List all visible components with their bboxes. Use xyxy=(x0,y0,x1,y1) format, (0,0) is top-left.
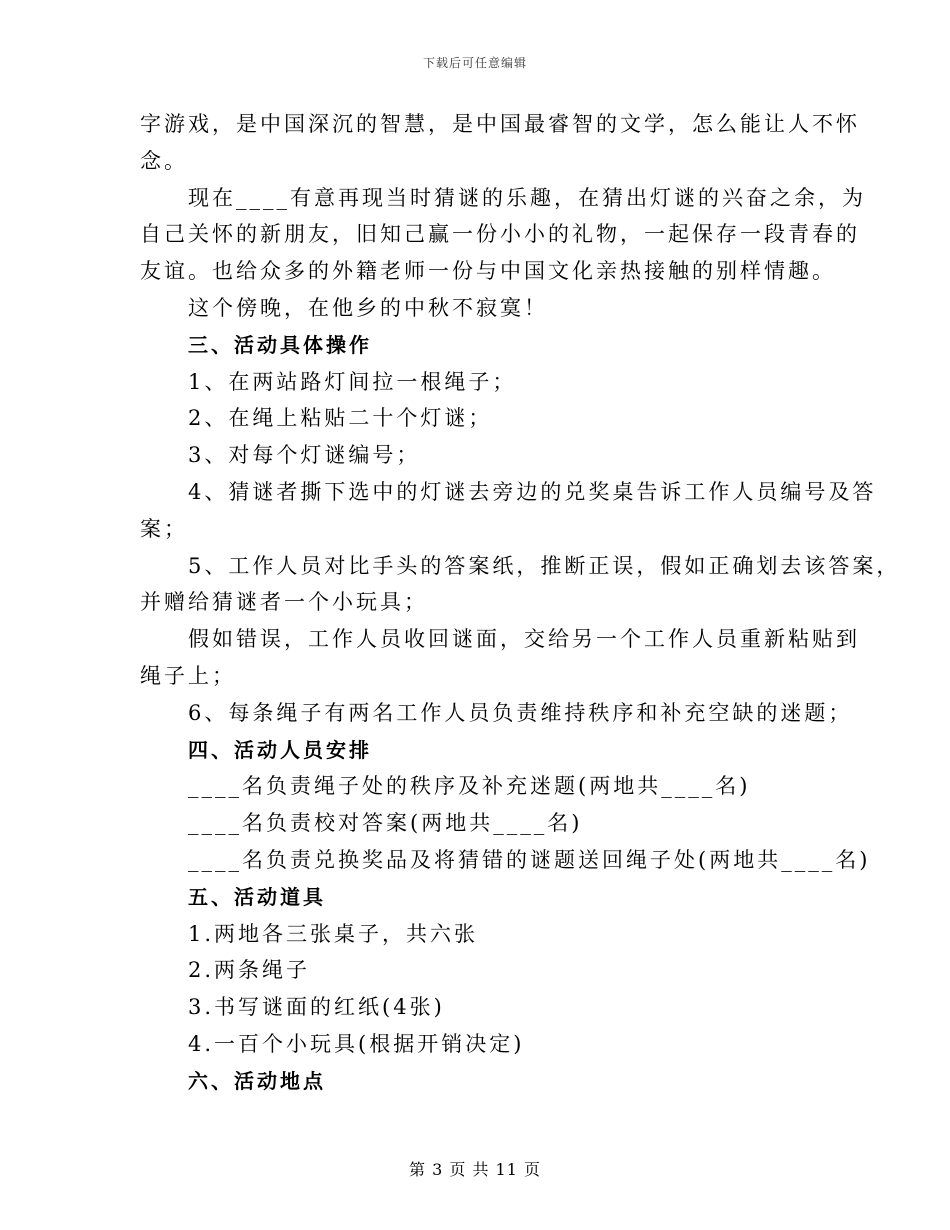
paragraph-line: 1.两地各三张桌子，共六张 xyxy=(188,921,479,946)
paragraph-line: 3、对每个灯谜编号； xyxy=(188,443,421,468)
paragraph-line: 这个傍晚，在他乡的中秋不寂寞！ xyxy=(188,295,548,320)
paragraph-line: ____名负责绳子处的秩序及补充迷题(两地共____名) xyxy=(188,774,751,799)
paragraph-line: 6、每条绳子有两名工作人员负责维持秩序和补充空缺的迷题； xyxy=(188,700,853,725)
document-body xyxy=(140,106,901,1100)
paragraph-line: 假如错误，工作人员收回谜面，交给另一个工作人员重新粘贴到 xyxy=(188,627,860,652)
paragraph-line: 2.两条绳子 xyxy=(188,958,311,983)
section-heading: 五、活动道具 xyxy=(188,884,326,909)
paragraph-line: 2、在绳上粘贴二十个灯谜； xyxy=(188,406,493,431)
paragraph-line: 念。 xyxy=(140,148,188,173)
section-heading: 四、活动人员安排 xyxy=(188,737,372,762)
paragraph-line: 自己关怀的新朋友，旧知己赢一份小小的礼物，一起保存一段青春的 xyxy=(140,222,860,247)
paragraph-line: 友谊。也给众多的外籍老师一份与中国文化亲热接触的别样情趣。 xyxy=(140,259,836,284)
paragraph-line: ____名负责兑换奖品及将猜错的谜题送回绳子处(两地共____名) xyxy=(188,847,871,872)
page-header-note: 下载后可任意编辑 xyxy=(422,56,527,70)
paragraph-line: 案； xyxy=(140,516,188,541)
paragraph-line: 字游戏，是中国深沉的智慧，是中国最睿智的文学，怎么能让人不怀 xyxy=(140,112,860,136)
paragraph-line: 现在____有意再现当时猜谜的乐趣，在猜出灯谜的兴奋之余，为 xyxy=(188,185,866,210)
paragraph-line: 并赠给猜谜者一个小玩具； xyxy=(140,590,428,615)
paragraph-line: 5、工作人员对比手头的答案纸，推断正误，假如正确划去该答案， xyxy=(188,553,901,578)
paragraph-line: 绳子上； xyxy=(140,663,236,688)
paragraph-line: 3.书写谜面的红纸(4张) xyxy=(188,995,445,1020)
section-heading: 六、活动地点 xyxy=(188,1068,326,1093)
section-heading: 三、活动具体操作 xyxy=(188,332,372,357)
paragraph-line: 4、猜谜者撕下选中的灯谜去旁边的兑奖桌告诉工作人员编号及答 xyxy=(188,479,877,504)
paragraph-line: 1、在两站路灯间拉一根绳子； xyxy=(188,369,517,394)
paragraph-line: ____名负责校对答案(两地共____名) xyxy=(188,811,583,836)
paragraph-line: 4.一百个小玩具(根据开销决定) xyxy=(188,1031,525,1056)
page-number-footer: 第 3 页 共 11 页 xyxy=(409,1160,541,1179)
